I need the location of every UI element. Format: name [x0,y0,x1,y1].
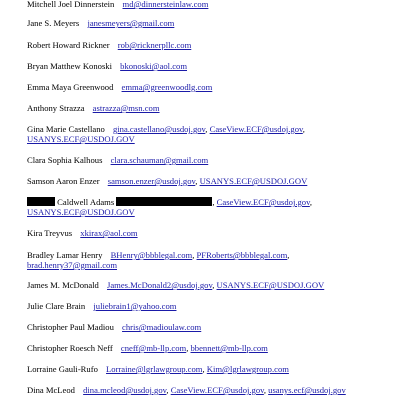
email-link[interactable]: PFRoberts@bbblegal.com [196,250,288,260]
separator: , [195,176,200,186]
attorney-name: Kira Treyvus [27,228,73,238]
attorney-name: Jane S. Meyers [27,18,80,28]
email-link[interactable]: bbennett@mb-llp.com [190,343,268,353]
email-link[interactable]: Kim@lgrlawgroup.com [206,364,289,374]
separator: , [202,364,207,374]
attorney-name: Christopher Paul Madiou [27,322,114,332]
email-link[interactable]: chris@madioulaw.com [122,322,202,332]
attorney-name: Clara Sophia Kalhous [27,155,103,165]
email-link[interactable]: juliebrain1@yahoo.com [93,301,177,311]
email-link[interactable]: emma@greenwoodlg.com [121,82,213,92]
service-entry [27,124,387,144]
email-link[interactable]: James.McDonald2@usdoj.gov [107,280,213,290]
attorney-name: Samson Aaron Enzer [27,176,100,186]
attorney-name: Anthony Strazza [27,103,85,113]
attorney-name: Gina Marie Castellano [27,124,105,134]
separator: , [302,124,305,134]
email-link[interactable]: dina.mcleod@usdoj.gov [83,385,167,395]
attorney-name: Christopher Roesch Neff [27,343,113,353]
service-entry [27,0,387,9]
service-entry [27,61,387,71]
email-link[interactable]: xkirax@aol.com [80,228,138,238]
separator: , [186,343,191,353]
separator: , [212,280,217,290]
email-link[interactable]: rob@ricknerpllc.com [117,40,192,50]
attorney-name: Robert Howard Rickner [27,40,110,50]
separator: , [166,385,171,395]
separator: , [287,250,290,260]
separator: , [192,250,197,260]
service-entry [27,301,387,311]
separator: , [263,385,269,395]
service-entry [27,322,387,332]
email-link[interactable]: bkonoski@aol.com [120,61,188,71]
service-entry [27,228,387,238]
separator: , [212,197,217,207]
email-link[interactable]: usanys.ecf@usdoj.gov [268,385,346,395]
attorney-name: Bradley Lamar Henry [27,250,103,260]
email-link[interactable]: USANYS.ECF@USDOJ.GOV [27,134,135,144]
email-link[interactable]: USANYS.ECF@USDOJ.GOV [216,280,325,290]
attorney-name: Bryan Matthew Konoski [27,61,112,71]
service-entry [27,18,387,28]
separator: , [205,124,210,134]
attorney-name: Caldwell Adams [57,197,115,207]
email-link[interactable]: gina.castellano@usdoj.gov [112,124,206,134]
service-entry [27,103,387,113]
service-entry [27,40,387,50]
email-link[interactable]: USANYS.ECF@USDOJ.GOV [199,176,308,186]
attorney-name: Mitchell Joel Dinnerstein [27,0,115,9]
service-entry [27,343,387,353]
service-entry [27,82,387,92]
service-entry [27,176,387,186]
service-entry [27,197,387,217]
email-link[interactable]: cneff@mb-llp.com [120,343,187,353]
email-link[interactable]: md@dinnersteinlaw.com [122,0,209,9]
service-entry [27,364,387,374]
attorney-name: Julie Clare Brain [27,301,86,311]
separator: , [309,197,312,207]
email-link[interactable]: brad.henry37@gmail.com [27,260,118,270]
email-link[interactable]: BHenry@bbblegal.com [110,250,193,260]
service-entry [27,250,387,270]
redaction-bar [116,197,212,206]
email-link[interactable]: janesmeyers@gmail.com [87,18,175,28]
email-link[interactable]: Lorraine@lgrlawgroup.com [106,364,203,374]
attorney-name: James M. McDonald [27,280,99,290]
service-entry [27,280,387,290]
attorney-name: Dina McLeod [27,385,75,395]
attorney-name: Lorraine Gauli-Rufo [27,364,98,374]
email-link[interactable]: astrazza@msn.com [92,103,160,113]
service-entry [27,385,387,395]
email-link[interactable]: CaseView.ECF@usdoj.gov [209,124,303,134]
email-link[interactable]: samson.enzer@usdoj.gov [107,176,196,186]
redaction-bar [27,197,55,206]
service-entry [27,155,387,165]
attorney-name: Emma Maya Greenwood [27,82,114,92]
email-link[interactable]: clara.schauman@gmail.com [110,155,209,165]
email-link[interactable]: CaseView.ECF@usdoj.gov [170,385,264,395]
email-link[interactable]: USANYS.ECF@USDOJ.GOV [27,207,135,217]
email-link[interactable]: CaseView.ECF@usdoj.gov [216,197,310,207]
